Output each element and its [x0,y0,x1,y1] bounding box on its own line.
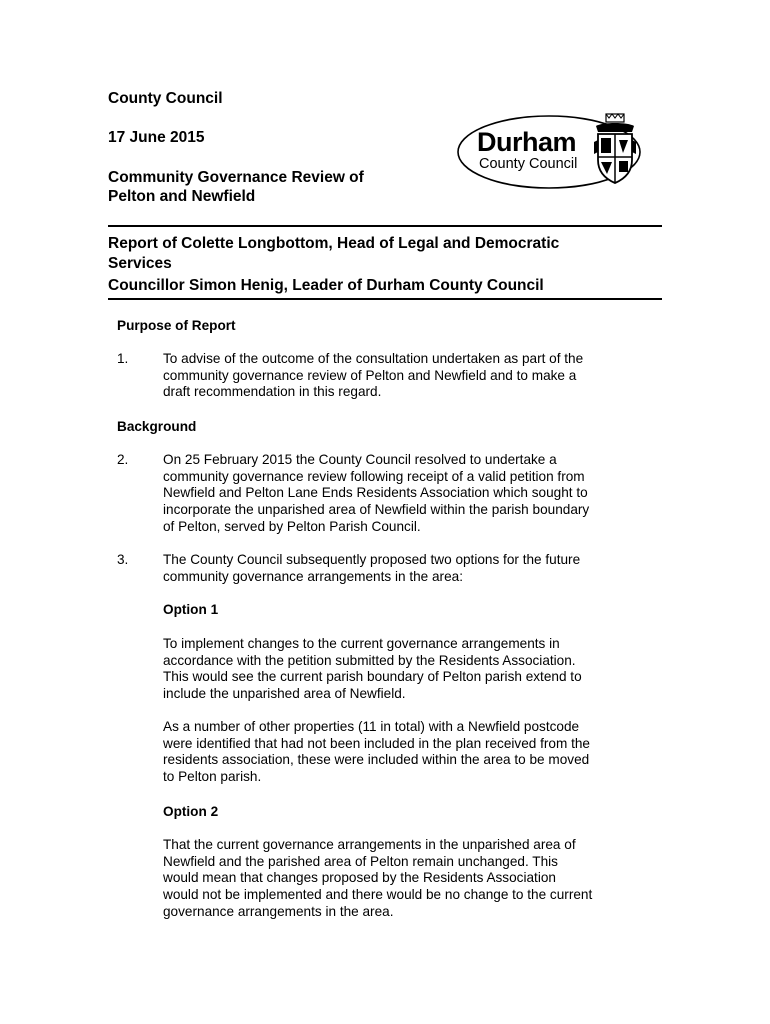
durham-county-council-logo [455,108,647,191]
option-2-heading: Option 2 [163,804,219,819]
paragraph-line: The County Council subsequently proposed two options for the future [163,552,581,567]
paragraph-line: Newfield and Pelton Lane Ends Residents Association which sought to [163,485,588,501]
purpose-heading: Purpose of Report [117,318,236,333]
paragraph-number: 2. [117,452,129,467]
coat-of-arms-icon [592,112,638,186]
council-heading: County Council [108,90,223,107]
paragraph-number: 3. [117,552,129,567]
paragraph-line: This would see the current parish boundary of Pelton parish extend to [163,669,582,685]
header-divider-bottom [108,298,662,300]
paragraph-line: governance arrangements in the area. [163,903,394,919]
report-author-line-2: Services [108,255,172,272]
paragraph-line: draft recommendation in this regard. [163,384,382,400]
option-1-paragraph-a [163,636,673,703]
report-subject-line-2: Pelton and Newfield [108,188,256,205]
option-1-paragraph-b [163,719,673,786]
paragraph-2 [163,452,673,536]
paragraph-line: On 25 February 2015 the County Council resolved to undertake a [163,452,557,467]
logo-name: Durham [477,127,577,157]
paragraph-line: incorporate the unparished area of Newfield within the parish boundary [163,502,590,518]
option-2-paragraph [163,837,673,921]
paragraph-line: That the current governance arrangements in the unparished area of [163,837,576,852]
report-councillor-line: Councillor Simon Henig, Leader of Durham County Council [108,277,544,294]
paragraph-line: To implement changes to the current governance arrangements in [163,636,560,651]
background-heading: Background [117,419,197,434]
report-subject-line-1: Community Governance Review of [108,169,364,186]
paragraph-line: to Pelton parish. [163,769,262,785]
paragraph-line: accordance with the petition submitted by the Residents Association. [163,652,576,668]
paragraph-line: community governance review following receipt of a valid petition from [163,468,585,484]
paragraph-line: community governance arrangements in the area: [163,568,463,584]
logo-subtitle: County Council [479,156,578,172]
paragraph-line: of Pelton, served by Pelton Parish Council. [163,518,421,534]
paragraph-line: would not be implemented and there would be no change to the current [163,887,593,903]
paragraph-number: 1. [117,351,129,366]
paragraph-line: To advise of the outcome of the consultation undertaken as part of the [163,351,584,366]
paragraph-1 [163,351,673,401]
meeting-date: 17 June 2015 [108,129,205,146]
header-divider-top [108,225,662,227]
paragraph-line: Newfield and the parished area of Pelton remain unchanged. This [163,853,558,869]
option-1-heading: Option 1 [163,602,219,617]
paragraph-line: would mean that changes proposed by the Residents Association [163,870,556,886]
paragraph-line: residents association, these were included within the area to be moved [163,752,590,768]
paragraph-line: community governance review of Pelton and Newfield and to make a [163,367,577,383]
paragraph-line: As a number of other properties (11 in total) with a Newfield postcode [163,719,580,734]
paragraph-3 [163,552,673,585]
report-author-line-1: Report of Colette Longbottom, Head of Legal and Democratic [108,235,560,252]
paragraph-line: include the unparished area of Newfield. [163,686,406,702]
paragraph-line: were identified that had not been included in the plan received from the [163,735,590,751]
